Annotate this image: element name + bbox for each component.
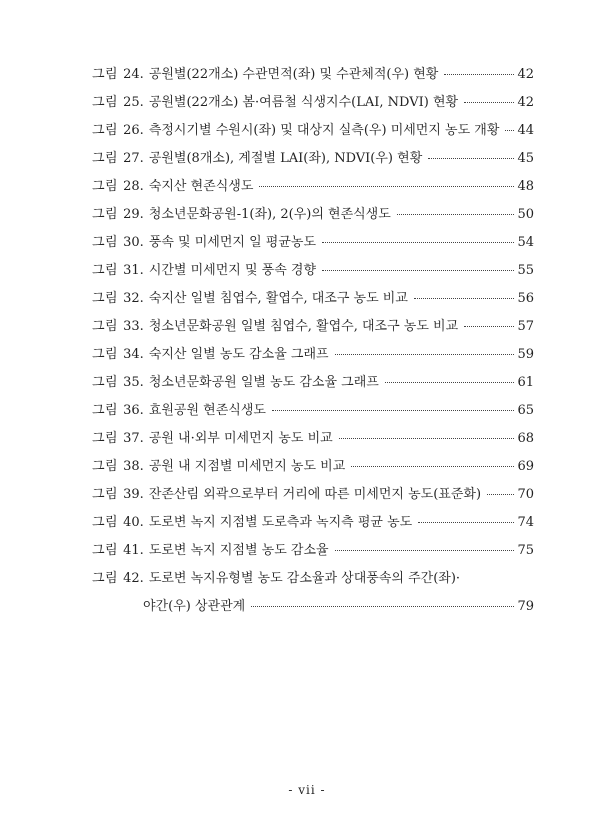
dot-leader bbox=[444, 73, 514, 75]
figure-title: 도로변 녹지 지점별 농도 감소율 bbox=[148, 543, 329, 558]
dot-leader bbox=[418, 521, 514, 523]
toc-entry bbox=[92, 203, 534, 231]
toc-entry bbox=[92, 567, 534, 595]
dot-leader bbox=[272, 409, 514, 411]
dot-leader bbox=[397, 213, 515, 215]
page-ref: 44 bbox=[517, 123, 534, 138]
dot-leader bbox=[322, 241, 514, 243]
figure-prefix: 그림 bbox=[92, 459, 119, 474]
toc-entry bbox=[92, 287, 534, 315]
figure-prefix: 그림 bbox=[92, 67, 119, 82]
dot-leader bbox=[251, 605, 514, 607]
figure-title: 청소년문화공원-1(좌), 2(우)의 현존식생도 bbox=[148, 207, 391, 222]
dot-leader bbox=[351, 465, 514, 467]
figure-prefix: 그림 bbox=[92, 515, 119, 530]
figure-number: 39. bbox=[123, 487, 144, 502]
figure-title: 도로변 녹지유형별 농도 감소율과 상대풍속의 주간(좌)· bbox=[148, 571, 461, 586]
page-ref: 75 bbox=[517, 543, 534, 558]
page-ref: 70 bbox=[517, 487, 534, 502]
toc-entry bbox=[92, 175, 534, 203]
page-ref: 74 bbox=[517, 515, 534, 530]
figure-title: 숙지산 현존식생도 bbox=[148, 179, 254, 194]
figure-number: 37. bbox=[123, 431, 144, 446]
page-ref: 69 bbox=[517, 459, 534, 474]
dot-leader bbox=[335, 549, 515, 551]
page-ref: 50 bbox=[517, 207, 534, 222]
page-ref: 65 bbox=[517, 403, 534, 418]
figure-number: 28. bbox=[123, 179, 144, 194]
page-ref: 56 bbox=[517, 291, 534, 306]
figure-title: 공원 내 지점별 미세먼지 농도 비교 bbox=[148, 459, 346, 474]
figure-number: 32. bbox=[123, 291, 144, 306]
figure-number: 25. bbox=[123, 95, 144, 110]
toc-entry bbox=[92, 259, 534, 287]
figure-prefix: 그림 bbox=[92, 347, 119, 362]
dot-leader bbox=[428, 157, 514, 159]
figure-number: 31. bbox=[123, 263, 144, 278]
dot-leader bbox=[259, 185, 514, 187]
toc-entry bbox=[92, 455, 534, 483]
dot-leader bbox=[464, 101, 514, 103]
dot-leader bbox=[385, 381, 515, 383]
figure-prefix: 그림 bbox=[92, 263, 119, 278]
page-ref: 68 bbox=[517, 431, 534, 446]
figure-prefix: 그림 bbox=[92, 431, 119, 446]
figure-title: 공원 내·외부 미세먼지 농도 비교 bbox=[148, 431, 333, 446]
toc-entry bbox=[92, 231, 534, 259]
page-ref: 61 bbox=[517, 375, 534, 390]
figure-number: 29. bbox=[123, 207, 144, 222]
page-ref: 48 bbox=[517, 179, 534, 194]
toc-entry bbox=[92, 511, 534, 539]
figure-prefix: 그림 bbox=[92, 319, 119, 334]
figure-title: 시간별 미세먼지 및 풍속 경향 bbox=[148, 263, 317, 278]
figure-prefix: 그림 bbox=[92, 179, 119, 194]
figure-number: 35. bbox=[123, 375, 144, 390]
dot-leader bbox=[505, 129, 514, 131]
figure-prefix: 그림 bbox=[92, 207, 119, 222]
dot-leader bbox=[335, 353, 515, 355]
figure-title: 측정시기별 수원시(좌) 및 대상지 실측(우) 미세먼지 농도 개황 bbox=[148, 123, 500, 138]
figure-number: 38. bbox=[123, 459, 144, 474]
figure-title: 풍속 및 미세먼지 일 평균농도 bbox=[148, 235, 317, 250]
page-ref: 79 bbox=[517, 599, 534, 614]
page-ref: 55 bbox=[517, 263, 534, 278]
figure-title: 청소년문화공원 일별 침엽수, 활엽수, 대조구 농도 비교 bbox=[148, 319, 459, 334]
figure-title: 숙지산 일별 침엽수, 활엽수, 대조구 농도 비교 bbox=[148, 291, 408, 306]
toc-entry bbox=[92, 399, 534, 427]
toc-entry bbox=[92, 119, 534, 147]
figure-number: 24. bbox=[123, 67, 144, 82]
figure-number: 34. bbox=[123, 347, 144, 362]
figure-title: 야간(우) 상관관계 bbox=[143, 599, 246, 614]
figure-title: 청소년문화공원 일별 농도 감소율 그래프 bbox=[148, 375, 379, 390]
figure-number: 26. bbox=[123, 123, 144, 138]
table-of-figures bbox=[92, 63, 534, 623]
dot-leader bbox=[487, 493, 514, 495]
figure-number: 42. bbox=[123, 571, 144, 586]
toc-entry bbox=[92, 427, 534, 455]
figure-number: 33. bbox=[123, 319, 144, 334]
toc-entry bbox=[92, 147, 534, 175]
figure-prefix: 그림 bbox=[92, 487, 119, 502]
dot-leader bbox=[414, 297, 515, 299]
toc-entry bbox=[92, 539, 534, 567]
figure-prefix: 그림 bbox=[92, 151, 119, 166]
figure-title: 공원별(8개소), 계절별 LAI(좌), NDVI(우) 현황 bbox=[148, 151, 423, 166]
page-ref: 54 bbox=[517, 235, 534, 250]
figure-number: 40. bbox=[123, 515, 144, 530]
dot-leader bbox=[339, 437, 515, 439]
figure-title: 숙지산 일별 농도 감소율 그래프 bbox=[148, 347, 329, 362]
figure-title: 공원별(22개소) 봄·여름철 식생지수(LAI, NDVI) 현황 bbox=[148, 95, 459, 110]
dot-leader bbox=[322, 269, 514, 271]
toc-entry bbox=[92, 63, 534, 91]
figure-number: 30. bbox=[123, 235, 144, 250]
figure-title: 효원공원 현존식생도 bbox=[148, 403, 266, 418]
figure-prefix: 그림 bbox=[92, 95, 119, 110]
figure-prefix: 그림 bbox=[92, 235, 119, 250]
page-ref: 59 bbox=[517, 347, 534, 362]
figure-prefix: 그림 bbox=[92, 543, 119, 558]
page-ref: 42 bbox=[517, 67, 534, 82]
toc-entry bbox=[92, 91, 534, 119]
figure-title: 잔존산림 외곽으로부터 거리에 따른 미세먼지 농도(표준화) bbox=[148, 487, 482, 502]
figure-prefix: 그림 bbox=[92, 375, 119, 390]
toc-entry bbox=[92, 371, 534, 399]
figure-title: 도로변 녹지 지점별 도로측과 녹지측 평균 농도 bbox=[148, 515, 413, 530]
toc-entry bbox=[92, 343, 534, 371]
figure-number: 36. bbox=[123, 403, 144, 418]
dot-leader bbox=[464, 325, 514, 327]
page-number: - vii - bbox=[288, 783, 326, 797]
figure-prefix: 그림 bbox=[92, 403, 119, 418]
figure-number: 41. bbox=[123, 543, 144, 558]
figure-prefix: 그림 bbox=[92, 123, 119, 138]
toc-entry bbox=[92, 483, 534, 511]
page-ref: 42 bbox=[517, 95, 534, 110]
figure-prefix: 그림 bbox=[92, 291, 119, 306]
page-ref: 57 bbox=[517, 319, 534, 334]
figure-number: 27. bbox=[123, 151, 144, 166]
figure-prefix: 그림 bbox=[92, 571, 119, 586]
figure-title: 공원별(22개소) 수관면적(좌) 및 수관체적(우) 현황 bbox=[148, 67, 439, 82]
page-ref: 45 bbox=[517, 151, 534, 166]
toc-entry-continuation bbox=[92, 595, 534, 623]
toc-entry bbox=[92, 315, 534, 343]
